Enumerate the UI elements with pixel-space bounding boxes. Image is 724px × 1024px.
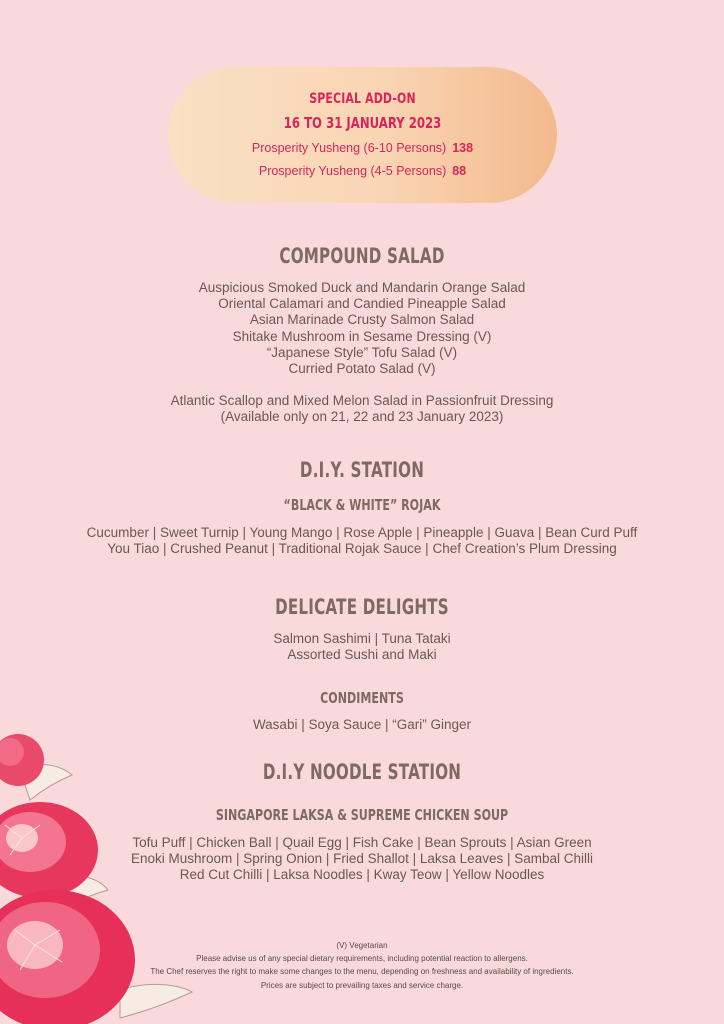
menu-item: Asian Marinade Crusty Salmon Salad: [249, 312, 475, 328]
delicate-list: [0, 631, 724, 663]
condiments-list: [0, 717, 724, 733]
menu-item: Shitake Mushroom in Sesame Dressing (V): [232, 328, 492, 344]
menu-line: Tofu Puff | Chicken Ball | Quail Egg | Fish Cake | Bean Sprouts | Asian Green: [132, 835, 592, 850]
addon-item-price: 138: [452, 141, 474, 155]
menu-item: Oriental Calamari and Candied Pineapple Salad: [218, 296, 506, 312]
condiments-subheading: CONDIMENTS: [320, 689, 404, 707]
menu-line: You Tiao | Crushed Peanut | Traditional Rojak Sauce | Chef Creation’s Plum Dressing: [107, 541, 617, 557]
menu-line: Red Cut Chilli | Laksa Noodles | Kway Teow | Yellow Noodles: [179, 867, 545, 883]
footer-line: (V) Vegetarian: [336, 941, 388, 950]
laksa-subheading: SINGAPORE LAKSA & SUPREME CHICKEN SOUP: [215, 806, 509, 824]
addon-item: [168, 141, 557, 155]
footer-line: The Chef reserves the right to make some changes to the menu, depending on freshness and availability of ingredients.: [150, 967, 574, 977]
footer-line: Please advise us of any special dietary requirements, including potential reaction to allergens.: [196, 954, 528, 964]
addon-item-price: 88: [452, 164, 467, 178]
special-addon-title: SPECIAL ADD-ON: [309, 91, 416, 107]
special-addon-dates: 16 TO 31 JANUARY 2023: [283, 114, 442, 132]
menu-item: Curried Potato Salad (V): [288, 361, 436, 377]
noodle-list: [0, 835, 724, 884]
menu-line: Salmon Sashimi | Tuna Tataki: [273, 631, 451, 646]
menu-item: Atlantic Scallop and Mixed Melon Salad in Passionfruit Dressing: [170, 393, 554, 408]
diy-station-heading: D.I.Y. STATION: [299, 458, 425, 482]
addon-item: [168, 164, 557, 178]
footer-notes: [0, 939, 724, 992]
addon-item-name: Prosperity Yusheng (4-5 Persons): [258, 164, 447, 178]
menu-line: Cucumber | Sweet Turnip | Young Mango | Rose Apple | Pineapple | Guava | Bean Curd Puff: [86, 525, 638, 540]
availability-note: (Available only on 21, 22 and 23 January 2023): [220, 409, 504, 425]
special-addon-banner: [168, 67, 557, 203]
rojak-list: [0, 525, 724, 557]
compound-salad-special: [0, 393, 724, 425]
addon-item-name: Prosperity Yusheng (6-10 Persons): [251, 141, 447, 155]
delicate-delights-heading: DELICATE DELIGHTS: [275, 595, 449, 619]
menu-item: Auspicious Smoked Duck and Mandarin Orange Salad: [198, 280, 526, 295]
menu-item: “Japanese Style” Tofu Salad (V): [266, 344, 458, 360]
footer-line: Prices are subject to prevailing taxes and service charge.: [260, 980, 464, 990]
menu-line: Assorted Sushi and Maki: [287, 647, 437, 663]
noodle-station-heading: D.I.Y NOODLE STATION: [262, 760, 462, 784]
compound-salad-heading: COMPOUND SALAD: [279, 244, 445, 268]
menu-line: Enoki Mushroom | Spring Onion | Fried Shallot | Laksa Leaves | Sambal Chilli: [131, 851, 593, 867]
rojak-subheading: “BLACK & WHITE” ROJAK: [283, 496, 441, 514]
menu-line: Wasabi | Soya Sauce | “Gari” Ginger: [252, 717, 472, 732]
compound-salad-list: [0, 280, 724, 377]
